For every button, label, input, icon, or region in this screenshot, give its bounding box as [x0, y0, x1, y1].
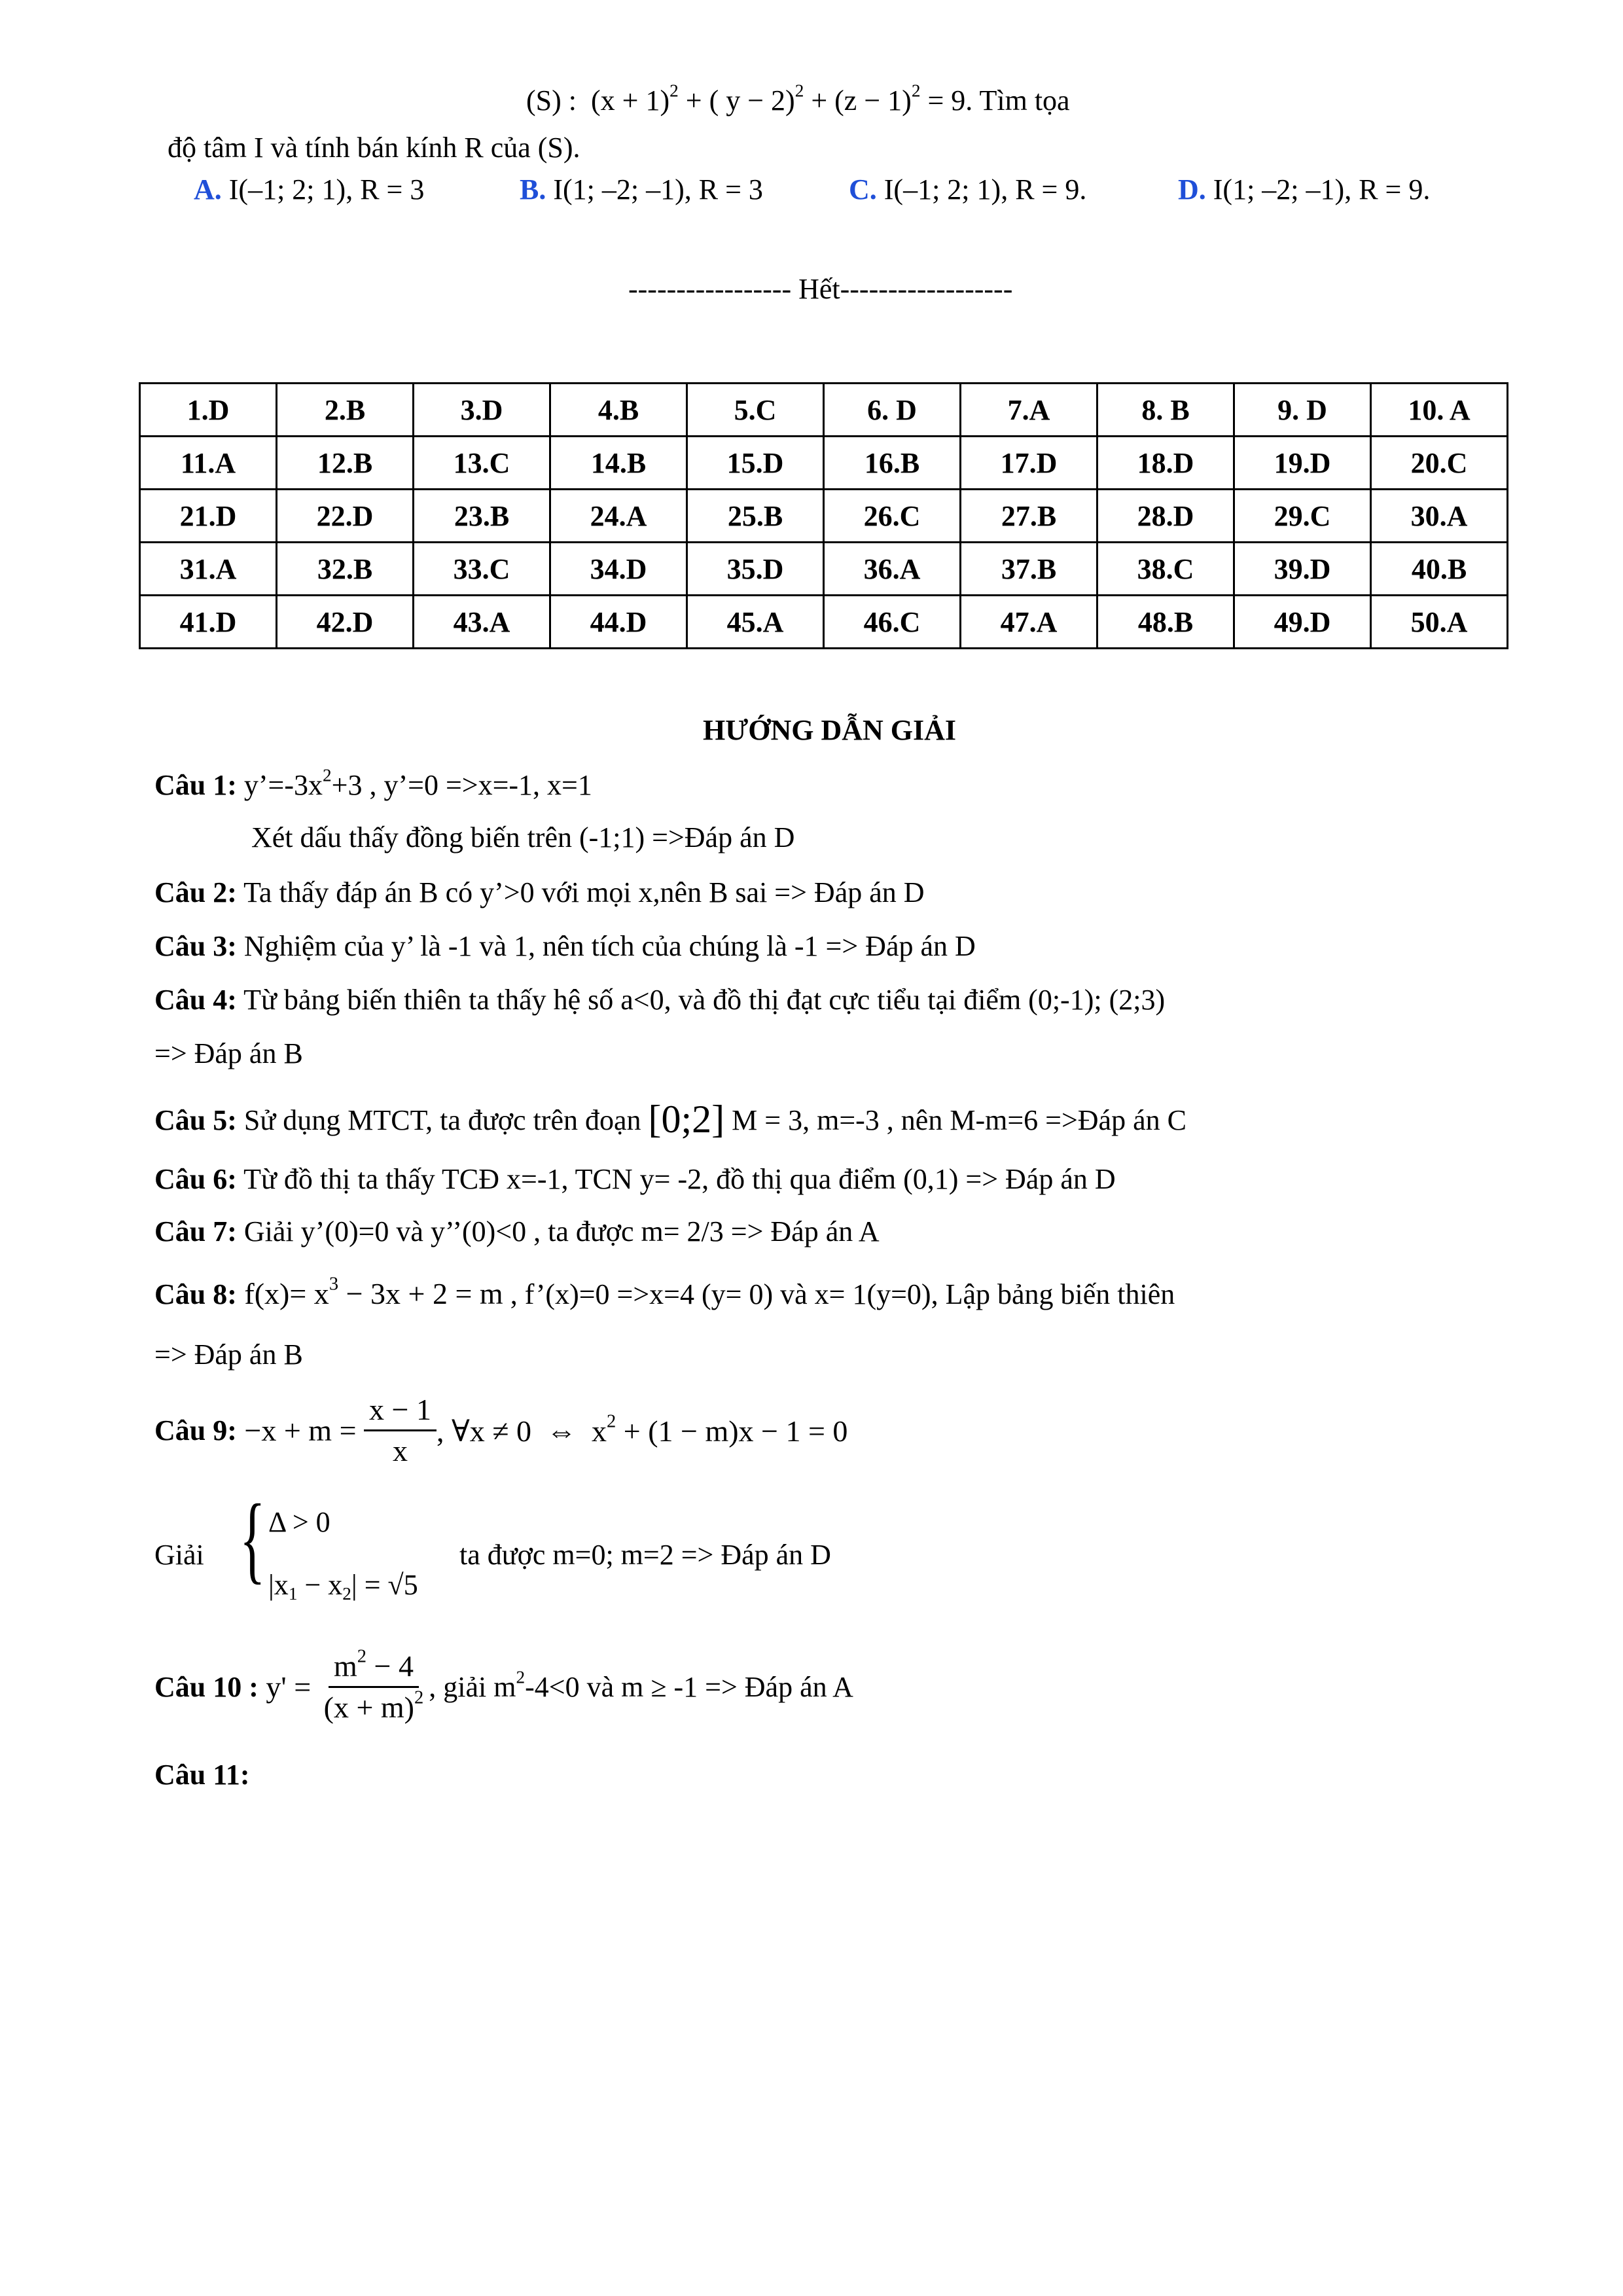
answer-cell: 44.D [550, 596, 687, 649]
answer-cell: 49.D [1234, 596, 1371, 649]
answer-cell: 17.D [961, 437, 1097, 490]
option-c: C. I(–1; 2; 1), R = 9. [849, 173, 1087, 206]
solution-6: Câu 6: Từ đồ thị ta thấy TCĐ x=-1, TCN y= -2, đồ thị qua điểm (0,1) => Đáp án D [154, 1163, 1116, 1195]
table-row [140, 437, 1508, 490]
answer-cell: 48.B [1097, 596, 1234, 649]
answer-cell: 23.B [414, 490, 550, 543]
fraction: $\frac{x - 1}{x}$ [364, 1394, 437, 1467]
answer-cell: 43.A [414, 596, 550, 649]
table-row [140, 384, 1508, 437]
answer-cell: 9. D [1234, 384, 1371, 437]
answer-cell: 36.A [824, 543, 961, 596]
answer-cell: 20.C [1371, 437, 1508, 490]
answer-cell: 19.D [1234, 437, 1371, 490]
answer-cell: 32.B [277, 543, 414, 596]
solution-4: Câu 4: Từ bảng biến thiên ta thấy hệ số a<0, và đồ thị đạt cực tiểu tại điểm (0;-1); (2;3) [154, 984, 1166, 1016]
guide-title: HƯỚNG DẪN GIẢI [703, 714, 957, 746]
answer-cell: 39.D [1234, 543, 1371, 596]
answer-cell: 6. D [824, 384, 961, 437]
solution-1-line-2: Xét dấu thấy đồng biến trên (-1;1) =>Đáp án D [251, 821, 795, 853]
system-condition-2: $|x_1 - x_2| = √5$ [268, 1569, 418, 1604]
solution-5: Câu 5: Sử dụng MTCT, ta được trên đoạn [0;2] M = 3, m=-3 , nên M-m=6 =>Đáp án C [154, 1098, 1186, 1141]
table-row [140, 543, 1508, 596]
answer-cell: 8. B [1097, 384, 1234, 437]
answer-cell: 15.D [687, 437, 824, 490]
table-row [140, 596, 1508, 649]
answer-cell: 34.D [550, 543, 687, 596]
option-d: D. I(1; –2; –1), R = 9. [1178, 173, 1431, 206]
end-marker: ----------------- Hết------------------ [628, 273, 1013, 305]
solution-4-line-2: => Đáp án B [154, 1037, 303, 1069]
solve-label: Giải [154, 1539, 204, 1571]
solution-3: Câu 3: Nghiệm của y’ là -1 và 1, nên tích của chúng là -1 => Đáp án D [154, 930, 976, 962]
problem-line-2: độ tâm I và tính bán kính R của (S). [168, 132, 580, 164]
solution-2: Câu 2: Ta thấy đáp án B có y’>0 với mọi x,nên B sai => Đáp án D [154, 876, 925, 908]
answer-cell: 16.B [824, 437, 961, 490]
answer-cell: 42.D [277, 596, 414, 649]
answer-cell: 30.A [1371, 490, 1508, 543]
answer-cell: 29.C [1234, 490, 1371, 543]
solution-9: Câu 9: −x + m = $\frac{x - 1}{x}$ , ∀x ≠ 0 ⇔ $x^2 + (1 - m)x - 1 = 0$ [154, 1393, 848, 1468]
answer-cell: 31.A [140, 543, 277, 596]
answer-cell: 40.B [1371, 543, 1508, 596]
answer-cell: 14.B [550, 437, 687, 490]
answer-cell: 50.A [1371, 596, 1508, 649]
answer-cell: 7.A [961, 384, 1097, 437]
interval-bracket: [0;2] [648, 1098, 725, 1141]
answer-cell: 18.D [1097, 437, 1234, 490]
answer-cell: 10. A [1371, 384, 1508, 437]
answer-cell: 35.D [687, 543, 824, 596]
solution-7: Câu 7: Giải y’(0)=0 và y’’(0)<0 , ta được m= 2/3 => Đáp án A [154, 1215, 880, 1247]
solution-10: Câu 10 : y' = $\frac{m^2 - 4}{(x + m)^2}$ , giải $m^2-4<0$ và m ≥ -1 => Đáp án A [154, 1646, 853, 1725]
answer-cell: 26.C [824, 490, 961, 543]
answer-cell: 41.D [140, 596, 277, 649]
answer-key-table [139, 382, 1508, 649]
answer-cell: 2.B [277, 384, 414, 437]
answer-cell: 37.B [961, 543, 1097, 596]
fraction: $\frac{m^2 - 4}{(x + m)^2}$ [323, 1646, 424, 1725]
system-brace: { [240, 1484, 266, 1593]
answer-cell: 24.A [550, 490, 687, 543]
answer-cell: 47.A [961, 596, 1097, 649]
answer-cell: 13.C [414, 437, 550, 490]
sphere-equation: (S) : $(x + 1)^2$ + ( $y - 2)^2 + (z - 1)^2 = 9$. Tìm tọa [526, 81, 1070, 117]
option-b: B. I(1; –2; –1), R = 3 [520, 173, 763, 206]
answer-cell: 11.A [140, 437, 277, 490]
answer-cell: 25.B [687, 490, 824, 543]
answer-cell: 46.C [824, 596, 961, 649]
solution-8: Câu 8: $f(x)= x^3 - 3x + 2 = m$ , f’(x)=0 =>x=4 (y= 0) và x= 1(y=0), Lập bảng biến thiên [154, 1274, 1175, 1310]
answer-cell: 27.B [961, 490, 1097, 543]
solution-9-result: ta được m=0; m=2 => Đáp án D [459, 1539, 831, 1571]
answer-cell: 5.C [687, 384, 824, 437]
answer-cell: 38.C [1097, 543, 1234, 596]
solution-1: Câu 1: $y’=-3x^2+3$ , y’=0 =>x=-1, x=1 [154, 765, 592, 801]
option-a: A. I(–1; 2; 1), R = 3 [194, 173, 425, 206]
answer-cell: 33.C [414, 543, 550, 596]
solution-11-label: Câu 11: [154, 1759, 250, 1791]
answer-cell: 1.D [140, 384, 277, 437]
answer-cell: 12.B [277, 437, 414, 490]
table-row [140, 490, 1508, 543]
solution-8-line-2: => Đáp án B [154, 1338, 303, 1371]
answer-cell: 28.D [1097, 490, 1234, 543]
answer-cell: 4.B [550, 384, 687, 437]
answer-cell: 21.D [140, 490, 277, 543]
answer-cell: 3.D [414, 384, 550, 437]
system-condition-1: Δ > 0 [268, 1506, 330, 1538]
answer-cell: 45.A [687, 596, 824, 649]
answer-cell: 22.D [277, 490, 414, 543]
